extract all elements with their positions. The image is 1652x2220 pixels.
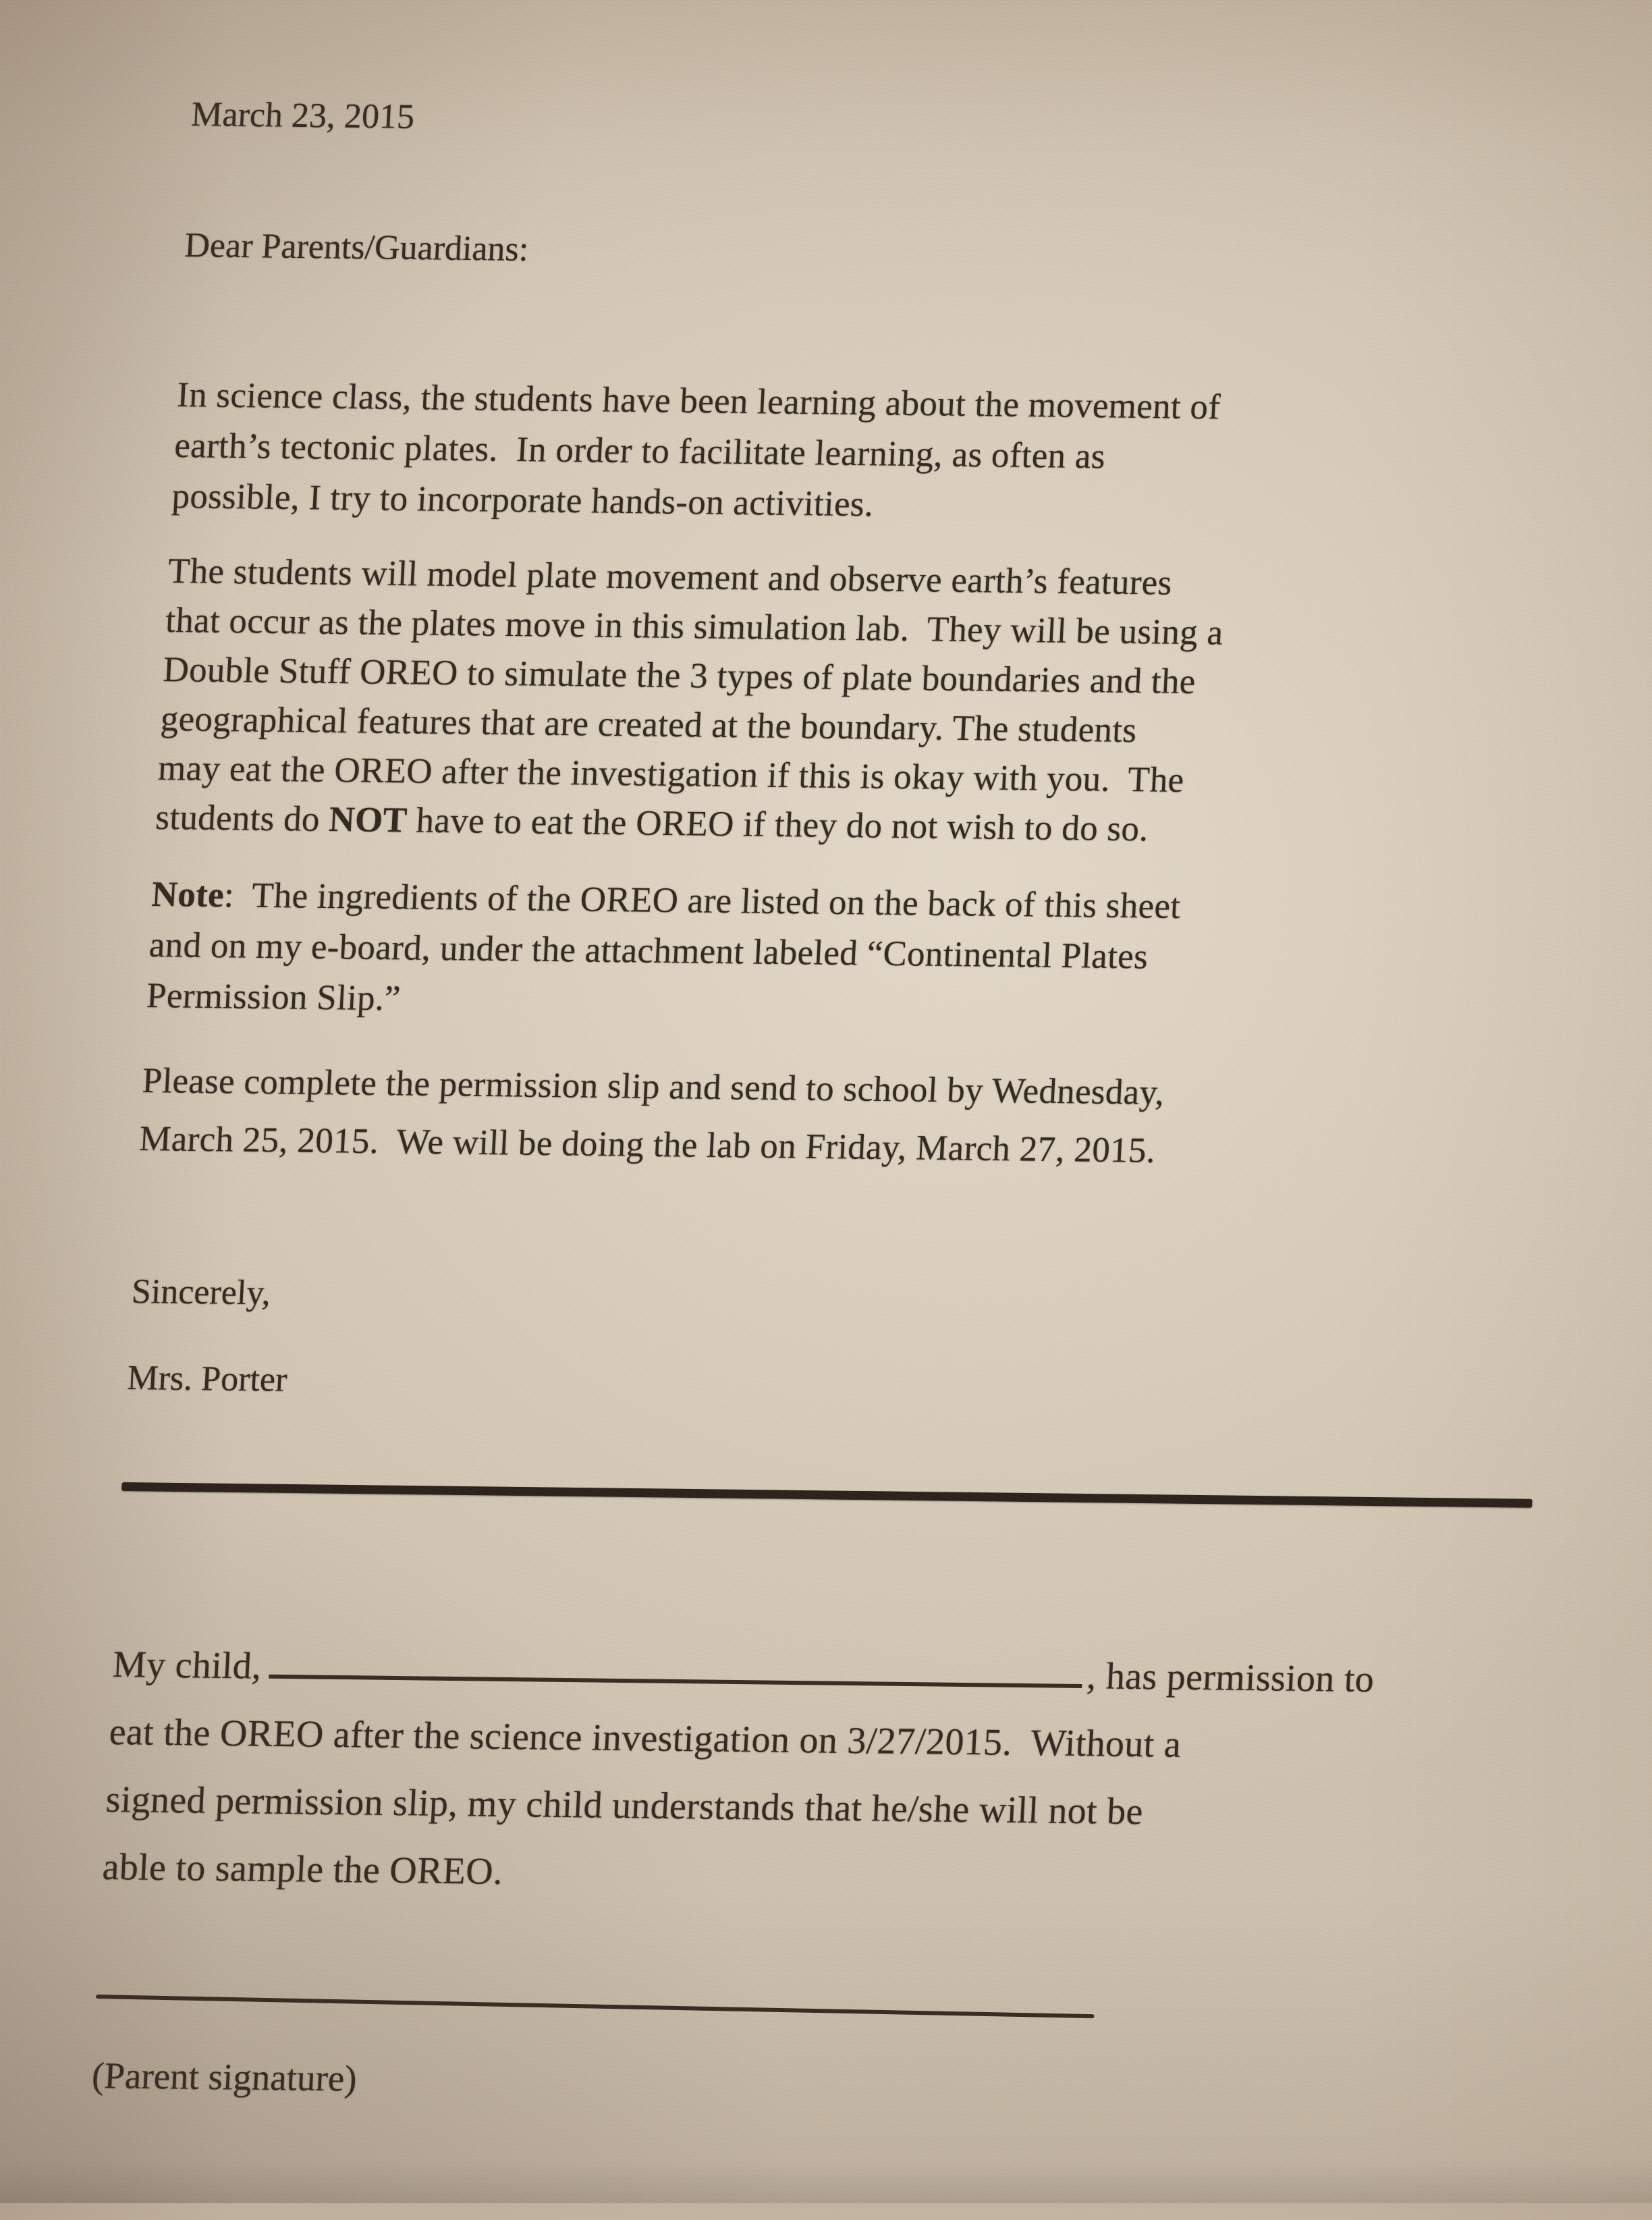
intro-paragraph: In science class, the students have been learning about the movement of earth’s tectonic plates. In order to facilitate learning, as often as possible, I try to incorporate hands-on activities. (171, 375, 1221, 524)
deadline-paragraph: Please complete the permission slip and send to school by Wednesday, March 25, 2015. We will be doing the lab on Friday, March 27, 2015. (138, 1061, 1165, 1170)
parent-signature-label: (Parent signature) (90, 2055, 358, 2099)
slip-lead-text: My child, (111, 1644, 263, 1687)
note-label: Note (150, 875, 225, 915)
salutation: Dear Parents/Guardians: (184, 226, 530, 269)
lab-description-paragraph (155, 547, 1560, 859)
note-paragraph (145, 869, 1543, 1037)
letter-date: March 23, 2015 (190, 95, 416, 136)
parent-signature-line (96, 1995, 1095, 2018)
lab-description-text-end: have to eat the OREO if they do not wish to do so. (406, 801, 1150, 849)
valediction: Sincerely, (130, 1272, 272, 1313)
tear-line-divider (121, 1482, 1533, 1508)
not-emphasis: NOT (328, 800, 408, 840)
child-name-blank (269, 1640, 1084, 1688)
lab-description-text: The students will model plate movement and observe earth’s features that occur as the plates move in this simulation lab. They will be using a Double Stuff OREO to simulate the 3 types of plate boundaries and the geographical features that are created at the boundary. The students may eat the OREO after the investigation if this is okay with you. The students do (155, 551, 1224, 840)
note-text: : The ingredients of the OREO are listed on the back of this sheet and on my e-board, under the attachment labeled “Continental Plates Permission Slip.” (145, 875, 1182, 1019)
teacher-name: Mrs. Porter (126, 1359, 288, 1399)
permission-statement (101, 1631, 1504, 1917)
slip-body-text: , has permission to eat the OREO after the science investigation on 3/27/2015. Without a signed permission slip, my child understands that he/she will not be able to sample the OREO. (101, 1655, 1375, 1893)
letter-page (86, 0, 1607, 2220)
